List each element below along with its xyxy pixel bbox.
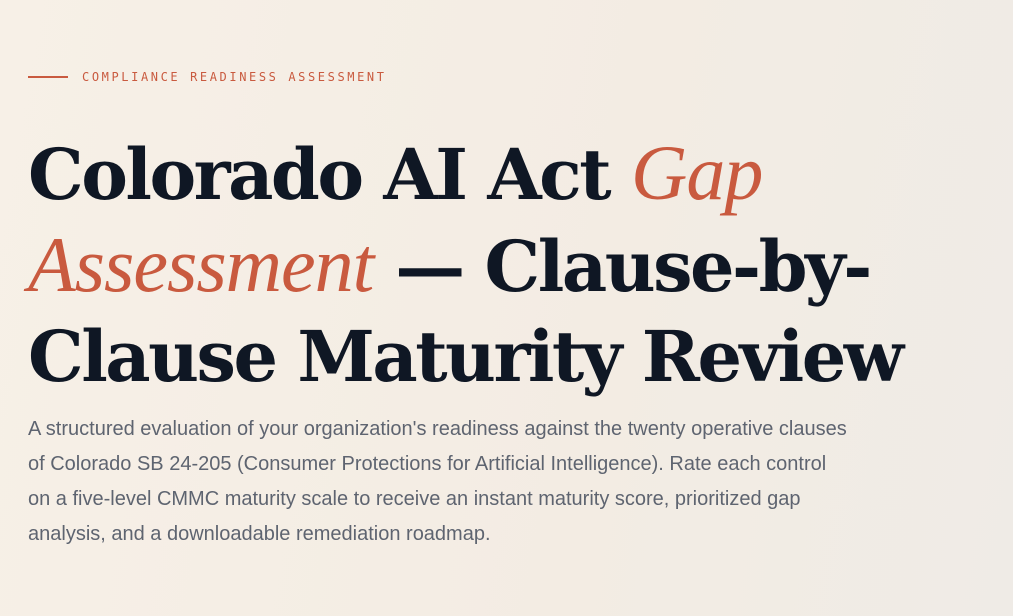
title-accent: Gap Assessment <box>28 129 763 308</box>
eyebrow-rule <box>28 76 68 78</box>
page-description: A structured evaluation of your organization's readiness against the twenty operative clauses of Colorado SB 24-205 (Consumer Protections for Artificial Intelligence). Rate each control on a five-level CMMC maturity scale to receive an instant maturity score, prioritized gap analysis, and a downloadable remediation roadmap. <box>28 418 847 545</box>
title-subtitle-part1: — Clause-by- <box>395 225 870 308</box>
eyebrow-label: COMPLIANCE READINESS ASSESSMENT <box>82 70 387 84</box>
eyebrow <box>28 68 387 86</box>
title-main: Colorado AI Act <box>28 133 610 216</box>
page-title <box>28 128 1003 402</box>
title-subtitle-part2: Clause Maturity Review <box>28 315 902 398</box>
